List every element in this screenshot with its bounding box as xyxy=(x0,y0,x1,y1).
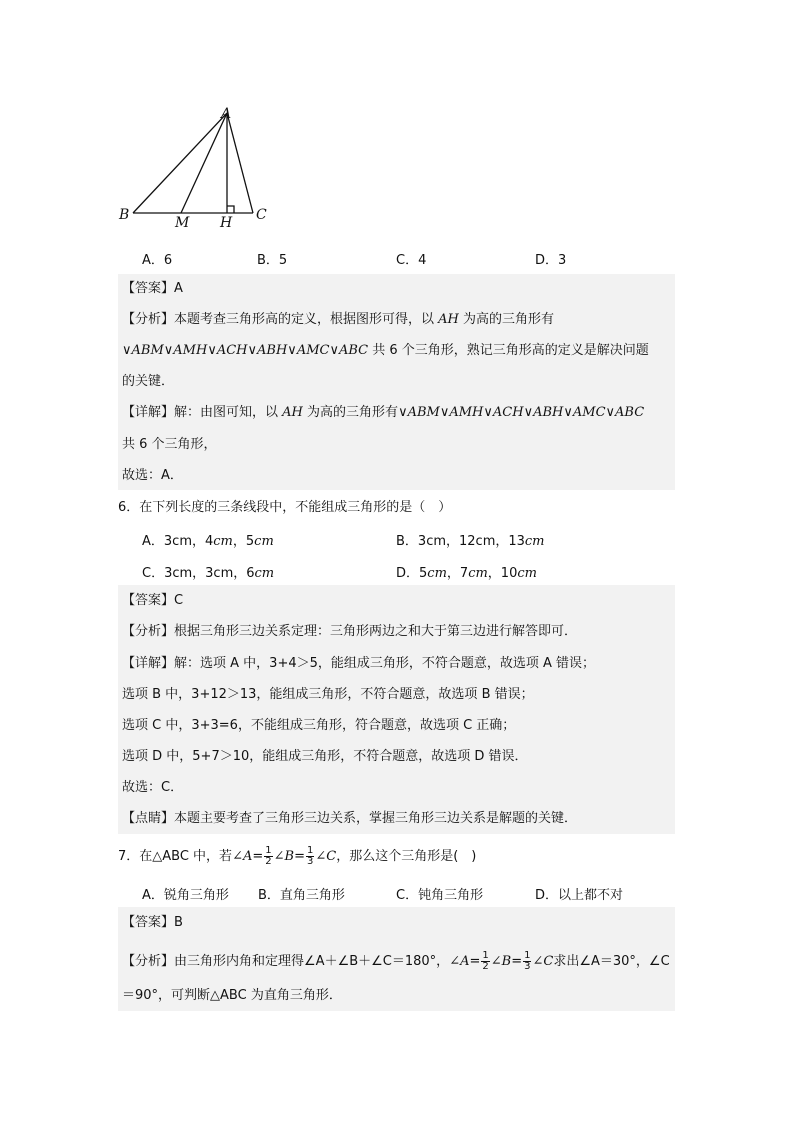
q7-option-c: C．钝角三角形 xyxy=(396,888,484,903)
detail-text: 为高的三角形有 xyxy=(307,405,399,420)
q5-option-a: A．6 xyxy=(142,253,173,268)
q5-answer: 【答案】A xyxy=(122,281,183,296)
triangle-figure xyxy=(115,100,290,235)
q6-comment: 【点睛】本题主要考查了三角形三边关系，掌握三角形三边关系是解题的关键． xyxy=(122,811,578,826)
q6-option-d: D．5cm，7cm，10cm xyxy=(396,566,537,581)
q5-analysis-line2 xyxy=(122,342,649,360)
q6-detail-4: 选项 D 中，5+7＞10，能组成三角形，不符合题意，故选项 D 错误． xyxy=(122,749,528,764)
q5-option-b: B．5 xyxy=(257,253,288,268)
q5-detail-line1 xyxy=(122,404,644,422)
analysis-text: 为高的三角形有 xyxy=(463,312,555,327)
q6-detail-3: 选项 C 中，3+3=6，不能组成三角形，符合题意，故选项 C 正确； xyxy=(122,718,516,733)
q5-detail-line2: 共 6 个三角形， xyxy=(122,437,217,452)
q5-option-c: C．4 xyxy=(396,253,427,268)
q6-answer: 【答案】C xyxy=(122,593,184,608)
segment-ah-text: AH xyxy=(438,312,459,327)
q5-choose: 故选：A． xyxy=(122,468,183,483)
q7-answer: 【答案】B xyxy=(122,915,183,930)
q6-choose: 故选：C． xyxy=(122,780,184,795)
q6-stem: 6．在下列长度的三条线段中，不能组成三角形的是（ ） xyxy=(118,500,452,515)
q6-option-c: C．3cm，3cm，6cm xyxy=(142,566,275,581)
label-m: M xyxy=(175,215,190,231)
q5-analysis-line1 xyxy=(122,311,554,329)
q7-option-d: D．以上都不对 xyxy=(535,888,624,903)
analysis-text: 共 6 个三角形，熟记三角形高的定义是解决问题 xyxy=(372,343,649,358)
label-c: C xyxy=(256,207,267,223)
label-b: B xyxy=(119,207,130,223)
segment-ac xyxy=(227,113,253,213)
detail-tag: 【详解】 xyxy=(122,405,175,420)
q7-analysis-line2: ＝90°，可判断△ABC 为直角三角形． xyxy=(122,988,342,1003)
segment-ah-text: AH xyxy=(282,405,303,420)
right-angle-mark xyxy=(227,206,234,213)
q7-stem: 7．在△ABC 中，若∠A= $\frac{1}{2}$ ∠B= $\frac{1}{3}$ ∠C，那么这个三角形是( ) xyxy=(118,845,477,867)
segment-am xyxy=(181,113,227,213)
segment-ab xyxy=(133,113,227,213)
q5-analysis-line3: 的关键． xyxy=(122,374,175,389)
label-a: A xyxy=(221,106,232,122)
q7-option-b: B．直角三角形 xyxy=(258,888,345,903)
q6-analysis: 【分析】根据三角形三边关系定理：三角形两边之和大于第三边进行解答即可． xyxy=(122,624,578,639)
detail-text: 解：由图可知，以 xyxy=(174,405,279,420)
q7-option-a: A．锐角三角形 xyxy=(142,888,229,903)
label-h: H xyxy=(220,215,233,231)
q6-option-a: A．3cm，4cm，5cm xyxy=(142,534,274,549)
triangle-list: ∨ABM∨AMH∨ACH∨ABH∨AMC∨ABC xyxy=(122,343,369,358)
analysis-text: 本题考查三角形高的定义，根据图形可得，以 xyxy=(174,312,435,327)
analysis-tag: 【分析】 xyxy=(122,312,175,327)
q6-detail-2: 选项 B 中，3+12＞13，能组成三角形，不符合题意，故选项 B 错误； xyxy=(122,687,534,702)
q6-detail-1: 【详解】解：选项 A 中，3+4＞5，能组成三角形，不符合题意，故选项 A 错误； xyxy=(122,656,596,671)
q6-option-b: B．3cm，12cm，13cm xyxy=(396,534,545,549)
q7-analysis-line1: 【分析】由三角形内角和定理得∠A＋∠B＋∠C＝180°，∠A= $\frac{1}{2}$ ∠B= $\frac{1}{3}$ ∠C求出∠A＝30°，∠C xyxy=(122,950,670,972)
q5-solution-block xyxy=(118,274,675,490)
q5-option-d: D．3 xyxy=(535,253,567,268)
triangle-list: ∨ABM∨AMH∨ACH∨ABH∨AMC∨ABC xyxy=(398,405,645,420)
